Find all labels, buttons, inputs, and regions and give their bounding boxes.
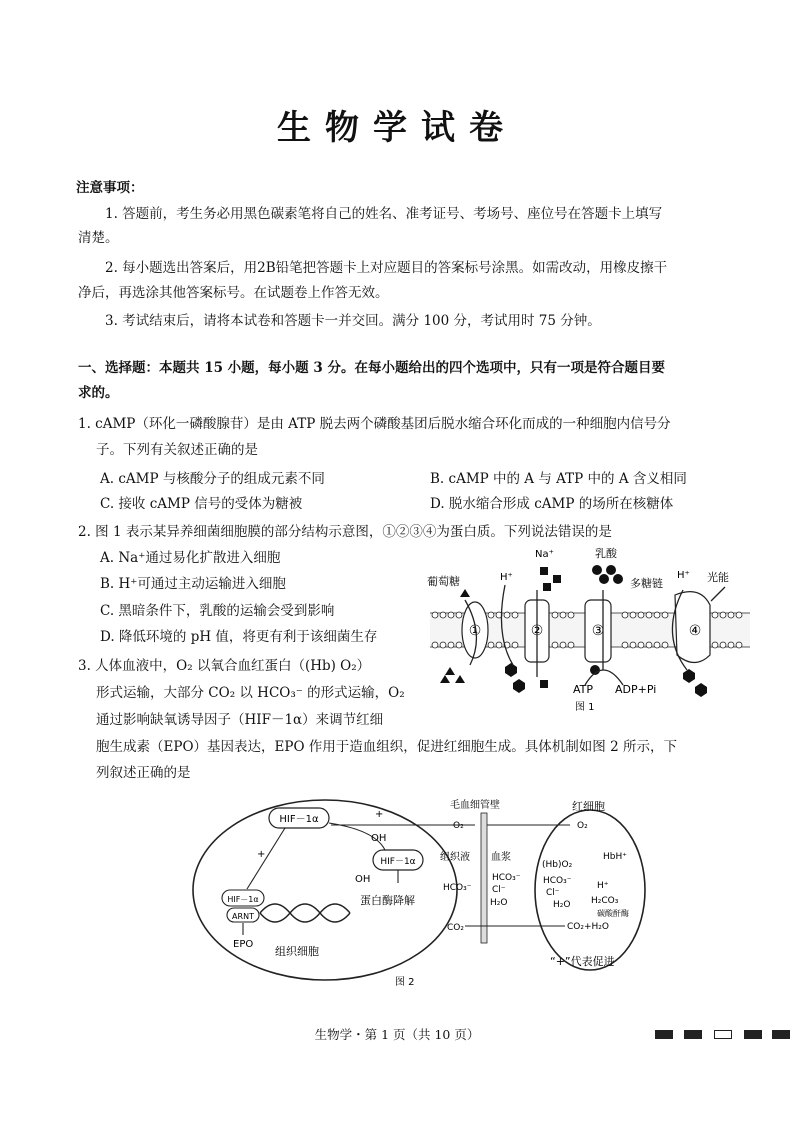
figure-2-hif-mechanism [185,795,655,995]
notice-item-1-cont: 清楚。 [78,230,119,246]
q3-stem-3: 通过影响缺氧诱导因子（HIF－1α）来调节红细 [96,712,384,728]
q1-option-d: D. 脱水缩合形成 cAMP 的场所在核糖体 [430,496,674,512]
lactate-label: 乳酸 [595,547,617,560]
cl-label-rbc: Cl⁻ [546,888,560,898]
legend-label: “+”代表促进 [550,955,615,968]
figure-1-caption: 图 1 [575,702,595,713]
red-blood-cell-label: 红细胞 [572,800,605,813]
notice-heading: 注意事项： [76,180,144,196]
h2co3-label: H₂CO₃ [591,896,619,906]
arnt-label: ARNT [232,912,254,921]
tissue-cell-label: 组织细胞 [275,945,319,958]
section-heading-cont: 求的。 [78,385,119,401]
plus-sign-1: + [375,809,384,820]
q3-stem-1: 3. 人体血液中，O₂ 以氧合血红蛋白（(Hb) O₂） [78,658,371,674]
hbo2-label: (Hb)O₂ [542,860,573,870]
q1-option-c: C. 接收 cAMP 信号的受体为糖被 [100,496,303,512]
q2-option-c: C. 黑暗条件下，乳酸的运输会受到影响 [100,603,335,619]
figure-2-caption: 图 2 [395,977,415,988]
q3-stem-2: 形式运输，大部分 CO₂ 以 HCO₃⁻ 的形式运输，O₂ [96,685,405,701]
page-title: 生物学试卷 [277,108,517,148]
page-mark-5 [772,1030,790,1039]
q2-stem: 2. 图 1 表示某异养细菌细胞膜的部分结构示意图，①②③④为蛋白质。下列说法错误的是 [78,524,612,540]
o2-label-right: O₂ [577,821,588,831]
notice-item-1: 1. 答题前，考生务必用黑色碳素笔将自己的姓名、准考证号、考场号、座位号在答题卡上填写 [105,206,663,222]
page-footer: 生物学・第 1 页（共 10 页） [314,1027,480,1042]
hif-1a-label-3: HIF－1α [227,895,259,904]
q2-option-a: A. Na⁺通过易化扩散进入细胞 [100,550,281,566]
figure-1-membrane [425,545,755,715]
q2-option-b: B. H⁺可通过主动运输进入细胞 [100,576,286,592]
protein-4-label: ④ [688,623,702,639]
oh-label-2: OH [355,874,371,885]
epo-label: EPO [233,939,254,950]
q3-stem-4: 胞生成素（EPO）基因表达，EPO 作用于造血组织，促进红细胞生成。具体机制如图 2 所示，下 [96,739,677,755]
o2-label-left: O₂ [453,821,464,831]
q2-option-d: D. 降低环境的 pH 值，将更有利于该细菌生存 [100,629,378,645]
plus-sign-2: + [257,849,266,860]
section-heading: 一、选择题：本题共 15 小题，每小题 3 分。在每小题给出的四个选项中，只有一项是符合题目要 [78,360,665,376]
protein-2-label: ② [530,623,544,639]
hco3-label-rbc: HCO₃⁻ [543,876,572,886]
atp-label: ATP [573,683,594,696]
h-ion-label-1: H⁺ [500,572,513,583]
co2-label-left: CO₂ [447,923,464,933]
notice-item-2-cont: 净后，再选涂其他答案标号。在试题卷上作答无效。 [78,285,389,301]
page-mark-3 [714,1030,732,1039]
page-mark-4 [744,1030,762,1039]
adp-label: ADP+Pi [615,683,657,696]
glucose-label: 葡萄糖 [427,575,460,588]
hif-1a-label-1: HIF－1α [279,814,319,825]
hif-1a-label-2: HIF－1α [380,857,416,867]
q1-option-b: B. cAMP 中的 A 与 ATP 中的 A 含义相同 [430,471,687,487]
page-mark-2 [684,1030,702,1039]
h2o-label-rbc: H₂O [553,900,571,910]
q1-stem: 1. cAMP（环化一磷酸腺苷）是由 ATP 脱去两个磷酸基团后脱水缩合环化而成的一种细胞内信号分 [78,416,671,432]
page-mark-1 [655,1030,673,1039]
co2-h2o-label: CO₂+H₂O [567,922,609,932]
plasma-label: 血浆 [491,852,511,863]
cl-label-mid: Cl⁻ [492,885,506,895]
q3-stem-5: 列叙述正确的是 [96,765,191,781]
h-ion-label-rbc: H⁺ [597,881,609,891]
q1-stem-cont: 子。下列有关叙述正确的是 [96,442,258,458]
hco3-label-mid: HCO₃⁻ [492,873,521,883]
light-energy-label: 光能 [707,571,729,584]
hbh-label: HbH⁺ [603,852,627,862]
h2o-label-mid: H₂O [490,898,508,908]
capillary-wall-label: 毛血细管壁 [450,800,500,811]
protein-1-label: ① [468,623,482,639]
polysaccharide-label: 多糖链 [630,577,663,590]
h-ion-label-2: H⁺ [677,570,690,581]
hco3-label-left: HCO₃⁻ [443,883,472,893]
notice-item-2: 2. 每小题选出答案后，用2B铅笔把答题卡上对应题目的答案标号涂黑。如需改动，用橡皮擦干 [105,260,668,276]
na-ion-label: Na⁺ [535,549,554,560]
tissue-fluid-label: 组织液 [440,852,470,863]
capillary-wall [481,813,487,943]
q1-option-a: A. cAMP 与核酸分子的组成元素不同 [100,471,325,487]
notice-item-3: 3. 考试结束后，请将本试卷和答题卡一并交回。满分 100 分，考试用时 75 分钟。 [105,313,601,329]
protein-3-label: ③ [591,623,605,639]
carbonic-anhydrase-label: 碳酸酐酶 [597,909,629,918]
oh-label-1: OH [371,833,387,844]
protease-degradation-label: 蛋白酶降解 [360,894,415,907]
